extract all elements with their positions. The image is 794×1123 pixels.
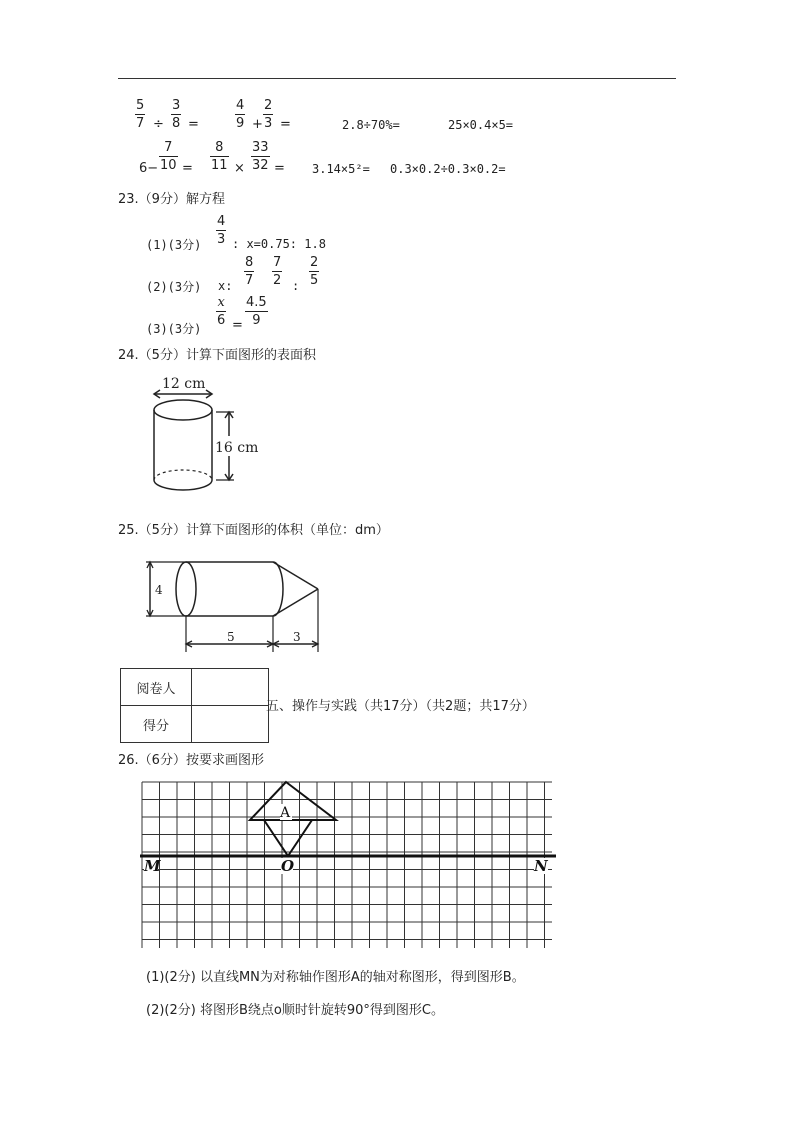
fraction-8-11: $\frac{8}{11}$: [211, 140, 228, 173]
fraction-2-3: $\frac{2}{3}$: [264, 98, 273, 131]
fraction-5-7: $\frac{5}{7}$: [136, 98, 145, 131]
fraction-33-32: $\frac{33}{32}$: [252, 140, 269, 173]
fraction-2-5: $\frac{2}{5}$: [310, 255, 319, 288]
score-label: 得分: [121, 706, 192, 743]
grid-diagram: [140, 780, 556, 952]
score-box: [120, 668, 269, 743]
times-sign: ×: [234, 161, 245, 176]
reviewer-field[interactable]: [192, 669, 269, 706]
height-label: 16 cm: [215, 440, 259, 456]
fraction-8-7: $\frac{8}{7}$: [245, 255, 254, 288]
question-23-title: 23.（9分）解方程: [118, 192, 225, 207]
fraction-3-8: $\frac{3}{8}$: [172, 98, 181, 131]
fraction-7-2: $\frac{7}{2}$: [273, 255, 282, 288]
cone-length-label: 3: [293, 630, 301, 644]
header-rule: [118, 78, 676, 79]
q23-part2-x: x:: [218, 279, 233, 293]
label-a: A: [280, 805, 291, 821]
expression-2-8-div-70pct: 2.8÷70%=: [342, 118, 400, 132]
fraction-7-10: $\frac{7}{10}$: [160, 140, 177, 173]
label-n: N: [534, 857, 548, 875]
expression-25-times: 25×0.4×5=: [448, 118, 514, 132]
grid-lines: [142, 782, 552, 948]
equals-sign: =: [182, 161, 193, 176]
cylinder-diagram: [140, 368, 280, 498]
q23-part3-label: (3)(3分): [146, 322, 202, 336]
reviewer-label: 阅卷人: [121, 669, 192, 706]
q23-part1-equation: : x=0.75: 1.8: [232, 237, 326, 251]
label-o: O: [281, 857, 295, 875]
fraction-4-3: $\frac{4}{3}$: [217, 214, 226, 247]
section-5-heading: 五、操作与实践（共17分）（共2题；共17分）: [266, 699, 535, 714]
expression-0-3-chain: 0.3×0.2÷0.3×0.2=: [390, 162, 506, 176]
fraction-4-9: $\frac{4}{9}$: [236, 98, 245, 131]
six-minus: 6−: [139, 161, 159, 176]
question-24-title: 24.（5分）计算下面图形的表面积: [118, 348, 316, 363]
cylinder-cone-diagram: [140, 554, 330, 658]
figure-a-upper-triangle: [250, 782, 336, 820]
plus-sign: +: [252, 117, 263, 132]
fraction-4-5-9: $\frac{4.5}{9}$: [246, 295, 267, 328]
equals-sign: =: [232, 318, 243, 333]
q23-part1-label: (1)(3分): [146, 238, 202, 252]
q26-step-1: (1)(2分) 以直线MN为对称轴作图形A的轴对称图形，得到图形B。: [146, 970, 525, 985]
ratio-colon: :: [292, 279, 300, 293]
divide-sign: ÷: [153, 117, 164, 132]
fraction-x-6: $\frac{x}{6}$: [217, 295, 226, 328]
equals-sign: =: [280, 117, 291, 132]
figure-height-label: 4: [155, 583, 163, 597]
q26-step-2: (2)(2分) 将图形B绕点o顺时针旋转90°得到图形C。: [146, 1003, 444, 1018]
diameter-label: 12 cm: [162, 376, 206, 392]
figure-a-lower-triangle: [264, 820, 312, 856]
q23-part2-label: (2)(3分): [146, 280, 202, 294]
score-field[interactable]: [192, 706, 269, 743]
equals-sign: =: [274, 161, 285, 176]
question-25-title: 25.（5分）计算下面图形的体积（单位：dm）: [118, 523, 389, 538]
expression-3-14: 3.14×5²=: [312, 162, 370, 176]
equals-sign: =: [188, 117, 199, 132]
cylinder-length-label: 5: [227, 630, 235, 644]
question-26-title: 26.（6分）按要求画图形: [118, 753, 264, 768]
label-m: M: [144, 857, 161, 875]
